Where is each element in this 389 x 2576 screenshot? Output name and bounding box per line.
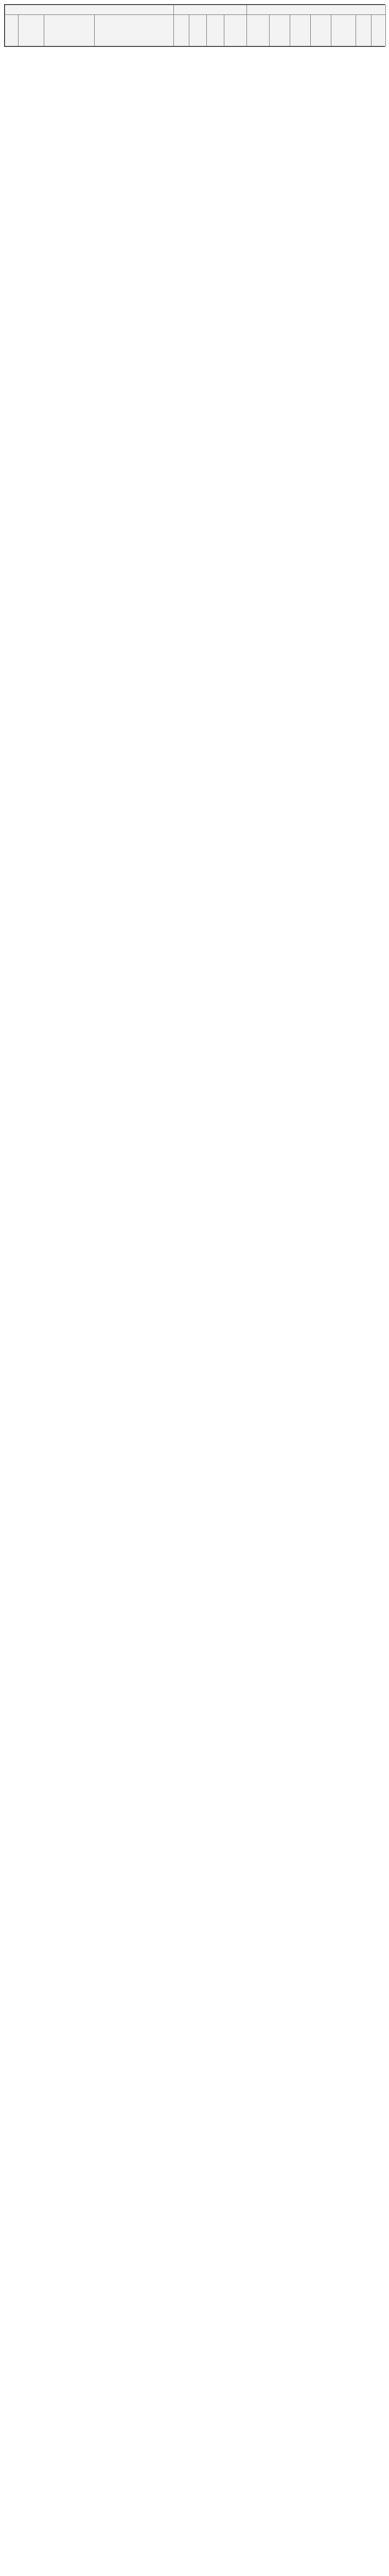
col-header-10: [270, 15, 290, 46]
col-header-3: [44, 15, 95, 46]
col-header-2: [19, 15, 44, 46]
col-header-1: [5, 15, 19, 46]
column-header-row: [5, 15, 386, 46]
data-table-container: [4, 4, 385, 47]
header-group-1: [5, 5, 174, 15]
col-header-15: [372, 15, 386, 46]
col-header-12: [311, 15, 331, 46]
col-header-7: [207, 15, 224, 46]
col-header-8: [224, 15, 247, 46]
col-header-11: [290, 15, 311, 46]
col-header-13: [331, 15, 356, 46]
col-header-6: [189, 15, 207, 46]
data-table: [5, 5, 386, 46]
header-group-3: [247, 5, 386, 15]
col-header-4: [95, 15, 174, 46]
col-header-14: [356, 15, 372, 46]
header-group-row: [5, 5, 386, 15]
col-header-5: [174, 15, 189, 46]
col-header-9: [247, 15, 270, 46]
header-group-2: [174, 5, 247, 15]
